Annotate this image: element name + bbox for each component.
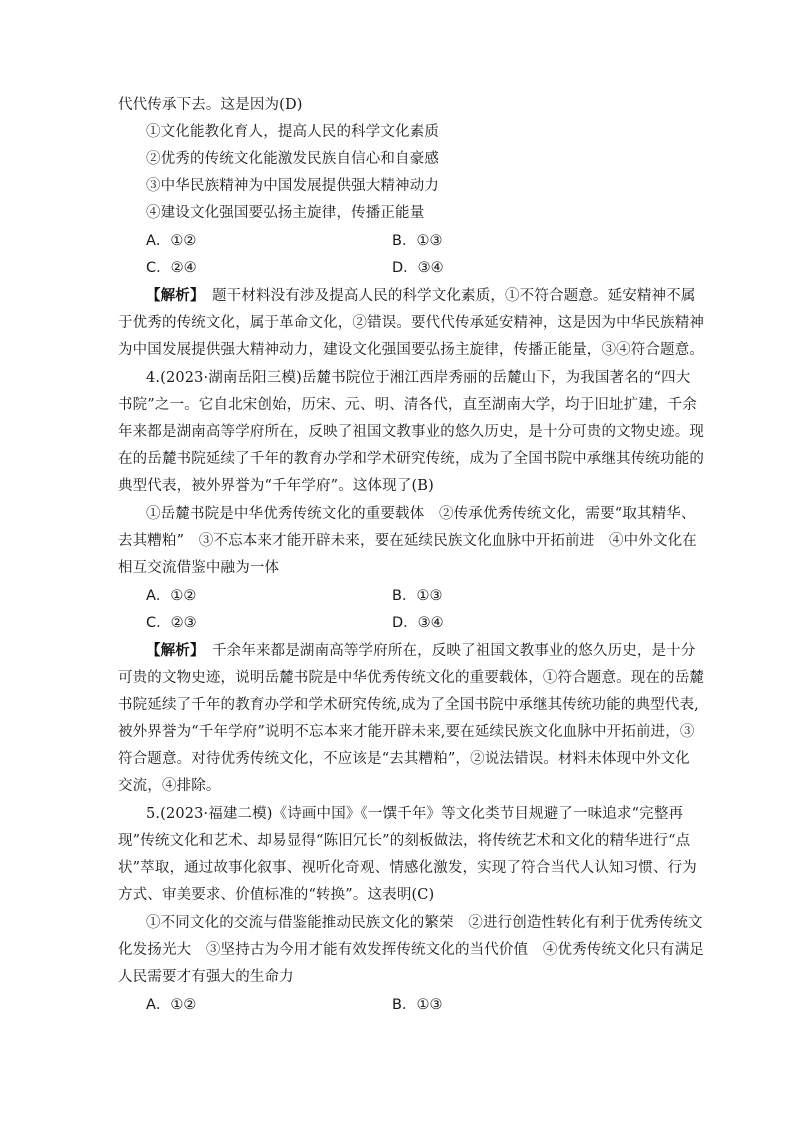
q4-option-b: B．①③: [392, 588, 443, 604]
q4-items-line-1: ①岳麓书院是中华优秀传统文化的重要载体 ②传承优秀传统文化，需要“取其精华、: [146, 506, 696, 522]
q4-analysis-line-2: 可贵的文物史迹，说明岳麓书院是中华优秀传统文化的重要载体，①符合题意。现在的岳麓: [118, 670, 704, 686]
q3-analysis-line-3: 为中国发展提供强大精神动力，建设文化强国要弘扬主旋律，传播正能量，③④符合题意。: [118, 342, 704, 358]
q4-analysis-line-5: 符合题意。对待优秀传统文化，不应该是“去其糟粕”，②说法错误。材料未体现中外文化: [118, 751, 690, 767]
q5-items-line-1: ①不同文化的交流与借鉴能推动民族文化的繁荣 ②进行创造性转化有利于优秀传统文: [146, 915, 703, 931]
q5-option-b: B．①③: [392, 997, 443, 1013]
q4-analysis-line-1: 【解析】 千余年来都是湖南高等学府所在，反映了祖国文教事业的悠久历史，是十分: [146, 642, 696, 659]
q4-analysis-line-4: 被外界誉为“千年学府”说明不忘本来才能开辟未来,要在延续民族文化血脉中开拓前进，③: [118, 724, 695, 740]
q5-stem-line-1: 5.(2023·福建二模)《诗画中国》《一馔千年》等文化类节目规避了一味追求“完整再: [146, 806, 684, 822]
q3-item-3: ③中华民族精神为中国发展提供强大精神动力: [146, 178, 439, 194]
q4-stem-line-3: 年来都是湖南高等学府所在，反映了祖国文教事业的悠久历史，是十分可贵的文物史迹。现: [118, 424, 704, 440]
q3-option-a: A．①②: [146, 233, 197, 249]
q5-stem-line-3: 状”萃取，通过故事化叙事、视听化奇观、情感化激发，实现了符合当代人认知习惯、行为: [118, 860, 697, 876]
q3-option-c: C．②④: [146, 260, 197, 276]
q5-stem-line-4: 方式、审美要求、价值标准的“转换”。这表明(C): [118, 887, 435, 903]
q3-item-1: ①文化能教化育人，提高人民的科学文化素质: [146, 124, 439, 140]
q5-option-a: A．①②: [146, 997, 197, 1013]
q3-analysis-line-1: 【解析】 题干材料没有涉及提高人民的科学文化素质，①不符合题意。延安精神不属: [146, 287, 696, 304]
q3-analysis-line-2: 于优秀的传统文化，属于革命文化，②错误。要代代传承延安精神，这是因为中华民族精神: [118, 315, 704, 331]
q4-option-d: D．③④: [392, 615, 444, 631]
q4-stem-line-1: 4.(2023·湖南岳阳三模)岳麓书院位于湘江西岸秀丽的岳麓山下，为我国著名的“四大: [146, 370, 691, 386]
q4-stem-line-5: 典型代表，被外界誉为“千年学府”。这体现了(B): [118, 478, 434, 494]
q4-items-line-2: 去其糟粕” ③不忘本来才能开辟未来，要在延续民族文化血脉中开拓前进 ④中外文化在: [118, 533, 697, 549]
q3-analysis-tag: 【解析】: [146, 287, 198, 304]
q4-stem-line-4: 在的岳麓书院延续了千年的教育办学和学术研究传统，成为了全国书院中承继其传统功能的: [118, 451, 704, 467]
q4-stem-line-2: 书院”之一。它自北宋创始，历宋、元、明、清各代，直至湖南大学，均于旧址扩建，千余: [118, 397, 697, 413]
q3-stem-end: 代代传承下去。这是因为(D): [118, 97, 303, 113]
q5-items-line-2: 化发扬光大 ③坚持古为今用才能有效发挥传统文化的当代价值 ④优秀传统文化只有满足: [118, 942, 704, 958]
q4-items-line-3: 相互交流借鉴中融为一体: [118, 560, 280, 576]
q4-analysis-line-6: 交流，④排除。: [118, 778, 221, 794]
q3-option-b: B．①③: [392, 233, 443, 249]
q4-analysis-tag: 【解析】: [146, 642, 198, 659]
q5-answer: C: [417, 887, 429, 903]
q3-option-d: D．③④: [392, 260, 444, 276]
q4-option-a: A．①②: [146, 588, 197, 604]
q3-item-4: ④建设文化强国要弘扬主旋律，传播正能量: [146, 205, 425, 221]
q5-items-line-3: 人民需要才有强大的生命力: [118, 969, 294, 985]
q5-stem-line-2: 现”传统文化和艺术、却易显得“陈旧冗长”的刻板做法，将传统艺术和文化的精华进行“点: [118, 833, 691, 849]
q4-answer: B: [417, 478, 429, 494]
q3-answer: D: [284, 97, 297, 113]
q3-item-2: ②优秀的传统文化能激发民族自信心和自豪感: [146, 151, 439, 167]
q4-option-c: C．②③: [146, 615, 197, 631]
q4-analysis-line-3: 书院延续了千年的教育办学和学术研究传统,成为了全国书院中承继其传统功能的典型代表,: [118, 697, 699, 713]
